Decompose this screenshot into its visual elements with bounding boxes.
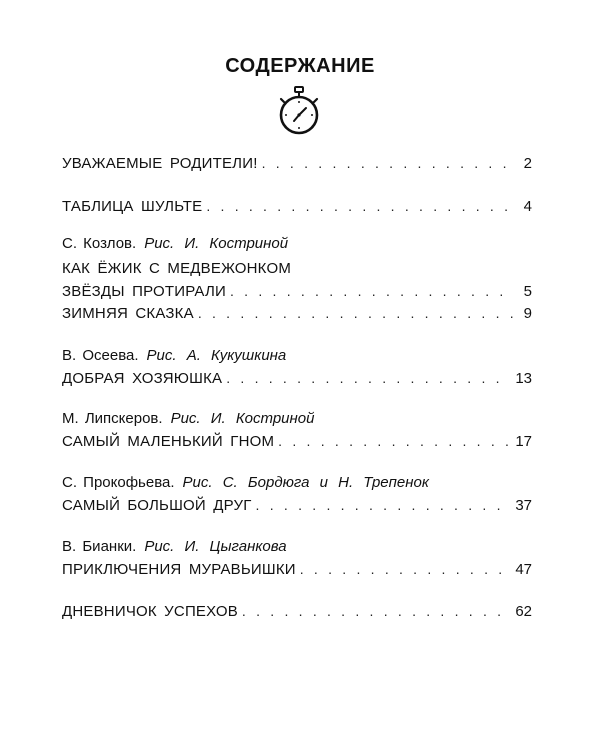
author-line-bianki [62, 536, 287, 558]
dot-leader [226, 367, 511, 389]
dot-leader [206, 195, 514, 217]
author-line-kozlov [62, 233, 288, 255]
dot-leader [198, 302, 514, 324]
entry-page: 47 [515, 561, 532, 578]
page-title: СОДЕРЖАНИЕ [225, 55, 375, 77]
toc-entry-diary[interactable] [62, 600, 532, 622]
toc-entry-bianki[interactable] [62, 558, 532, 580]
dot-leader [300, 558, 512, 580]
author-line-oseeva [62, 345, 286, 367]
entry-title: ЗВЁЗДЫ ПРОТИРАЛИ [62, 283, 226, 300]
illustrator-name: Рис. С. Бордюга и Н. Трепенок [182, 474, 429, 491]
illustrator-name: Рис. И. Цыганкова [144, 538, 287, 555]
illustrator-name: Рис. И. Костриной [170, 410, 315, 427]
entry-page: 17 [515, 433, 532, 450]
entry-title: ТАБЛИЦА ШУЛЬТЕ [62, 198, 203, 215]
dot-leader [242, 600, 511, 622]
stopwatch-icon [273, 85, 325, 137]
toc-entry-oseeva[interactable] [62, 367, 532, 389]
entry-page: 37 [515, 497, 532, 514]
author-line-lipskerov [62, 408, 314, 430]
entry-page: 62 [515, 603, 532, 620]
dot-leader [262, 152, 514, 174]
entry-title: САМЫЙ МАЛЕНЬКИЙ ГНОМ [62, 433, 275, 450]
toc-entry-schulte[interactable] [62, 195, 532, 217]
entry-page: 9 [523, 305, 532, 322]
entry-title: ПРИКЛЮЧЕНИЯ МУРАВЬИШКИ [62, 561, 296, 578]
entry-page: 13 [515, 370, 532, 387]
entry-title: КАК ЁЖИК С МЕДВЕЖОНКОМ [62, 260, 292, 277]
illustrator-name: Рис. И. Костриной [144, 235, 289, 252]
entry-page: 5 [523, 283, 532, 300]
toc-entry-kozlov-story1[interactable] [62, 280, 532, 302]
author-line-prokofieva [62, 472, 429, 494]
entry-title: ДНЕВНИЧОК УСПЕХОВ [62, 603, 238, 620]
author-name: В. Осеева. [62, 347, 139, 364]
entry-title: УВАЖАЕМЫЕ РОДИТЕЛИ! [62, 155, 258, 172]
entry-title: ЗИМНЯЯ СКАЗКА [62, 305, 194, 322]
toc-entry-prokofieva[interactable] [62, 494, 532, 516]
author-name: С. Козлов. [62, 235, 137, 252]
author-name: С. Прокофьева. [62, 474, 175, 491]
entry-title: САМЫЙ БОЛЬШОЙ ДРУГ [62, 497, 252, 514]
dot-leader [256, 494, 512, 516]
author-name: В. Бианки. [62, 538, 137, 555]
toc-entry-kozlov-title-line1[interactable] [62, 258, 532, 280]
toc-entry-parents[interactable] [62, 152, 532, 174]
toc-entry-kozlov-story2[interactable] [62, 302, 532, 324]
entry-page: 4 [523, 198, 532, 215]
author-name: М. Липскеров. [62, 410, 163, 427]
illustrator-name: Рис. А. Кукушкина [146, 347, 287, 364]
dot-leader [278, 430, 511, 452]
entry-page: 2 [523, 155, 532, 172]
toc-entry-lipskerov[interactable] [62, 430, 532, 452]
dot-leader [230, 280, 514, 302]
entry-title: ДОБРАЯ ХОЗЯЮШКА [62, 370, 223, 387]
